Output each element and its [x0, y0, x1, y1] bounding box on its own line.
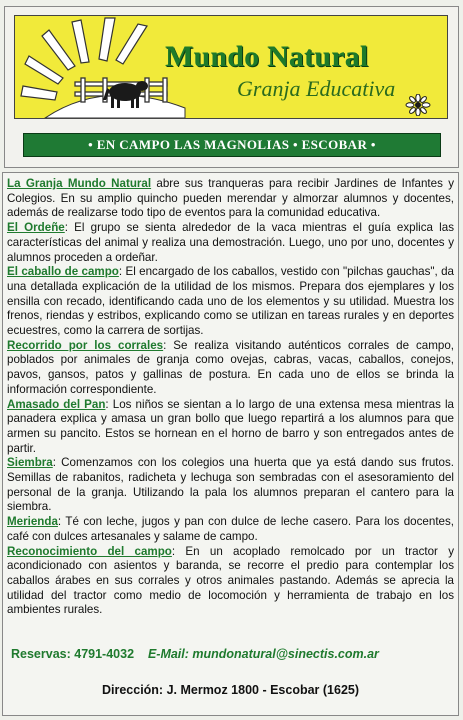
section-heading: El Ordeñe	[7, 221, 65, 235]
section-text: : Los niños se sientan a lo largo de una extensa mesa mientras la panadera explica y amasa un gran bollo que luego repartirá a los alumnos para que armen su pancito. Estos se hornean en el horno de barro y son entregados antes de partir.	[7, 397, 454, 455]
flower-icon	[405, 94, 431, 116]
section-heading: Merienda	[7, 515, 58, 529]
location-strip	[23, 133, 441, 157]
header-banner	[4, 6, 459, 168]
section-heading: La Granja Mundo Natural	[7, 177, 152, 190]
brand-subtitle: Granja Educativa	[237, 76, 396, 101]
section-heading: Siembra	[7, 456, 53, 470]
section-merienda	[7, 515, 454, 544]
address-line: Dirección: J. Mermoz 1800 - Escobar (1625)	[101, 683, 360, 697]
section-siembra	[7, 456, 454, 515]
section-text: : Comenzamos con los colegios una huerta que ya está dando sus frutos. Semillas de rabanitos, radicheta y lechuga son sembradas con el asesoramiento del personal de la granja. Utilizando la pala los alumnos preparan el cantero para la siembra.	[7, 456, 454, 514]
section-corrales	[7, 339, 454, 398]
section-heading: Reconocimiento del campo	[7, 544, 172, 558]
section-text: : Té con leche, jugos y pan con dulce de leche casero. Para los docentes, café con dulces artesanales y salame de campo.	[7, 515, 454, 543]
section-caballo	[7, 265, 454, 339]
section-text: : El grupo se sienta alrededor de la vaca mientras el guía explica las características del animal y realiza una demostración. Luego, uno por uno, docentes y alumnos proceden a ordeñar.	[7, 221, 455, 264]
location-text: • EN CAMPO LAS MAGNOLIAS • ESCOBAR •	[88, 137, 376, 152]
section-ordene	[7, 221, 454, 265]
content-panel	[2, 172, 459, 716]
contact-line	[11, 647, 451, 661]
section-pan	[7, 398, 454, 457]
reservations-phone: Reservas: 4791-4032	[11, 647, 135, 661]
section-heading: El caballo de campo	[7, 265, 119, 279]
email-address: E-Mail: mundonatural@sinectis.com.ar	[147, 647, 379, 661]
section-text: : En un acoplado remolcado por un tractor y acondicionado con asientos y baranda, se recorre el predio para contemplar los caballos árabes en sus corrales y otros animales pastando. Además se aprecia la utilidad del tractor como medio de locomoción y herramienta de trabajo en los ambientes rurales.	[7, 544, 454, 617]
section-heading: Amasado del Pan	[7, 397, 106, 411]
section-heading: Recorrido por los corrales	[7, 338, 164, 352]
brand-title: Mundo Natural	[165, 40, 369, 73]
section-reconocimiento	[7, 545, 454, 619]
section-text: : El encargado de los caballos, vestido con "pilchas gauchas", da una detallada explicación de la utilidad de los mismos. Prepara dos ejemplares y los ensilla con recado, identificando cada uno de los elementos y su utilidad. Muestra los frenos, riendas y estribos, explicando como se utilizan en tareas rurales y en deportes ecuestres, como la carrera de sortijas.	[7, 265, 454, 338]
activities-text	[7, 177, 454, 618]
section-intro	[7, 177, 454, 221]
section-text: : Se realiza visitando auténticos corrales de campo, poblados por animales de granja como ovejas, cabras, vacas, caballos, conejos, pavos, gansos, patos y gallinas de postura. En cada uno de ellos se brinda la información correspondiente.	[7, 338, 454, 396]
logo-panel	[14, 15, 448, 119]
section-text: abre sus tranqueras para recibir Jardines de Infantes y Colegios. En su amplio quincho pueden merendar y almorzar alumnos y docentes, además de realizarse todo tipo de eventos para la comunidad educativa.	[7, 177, 454, 220]
